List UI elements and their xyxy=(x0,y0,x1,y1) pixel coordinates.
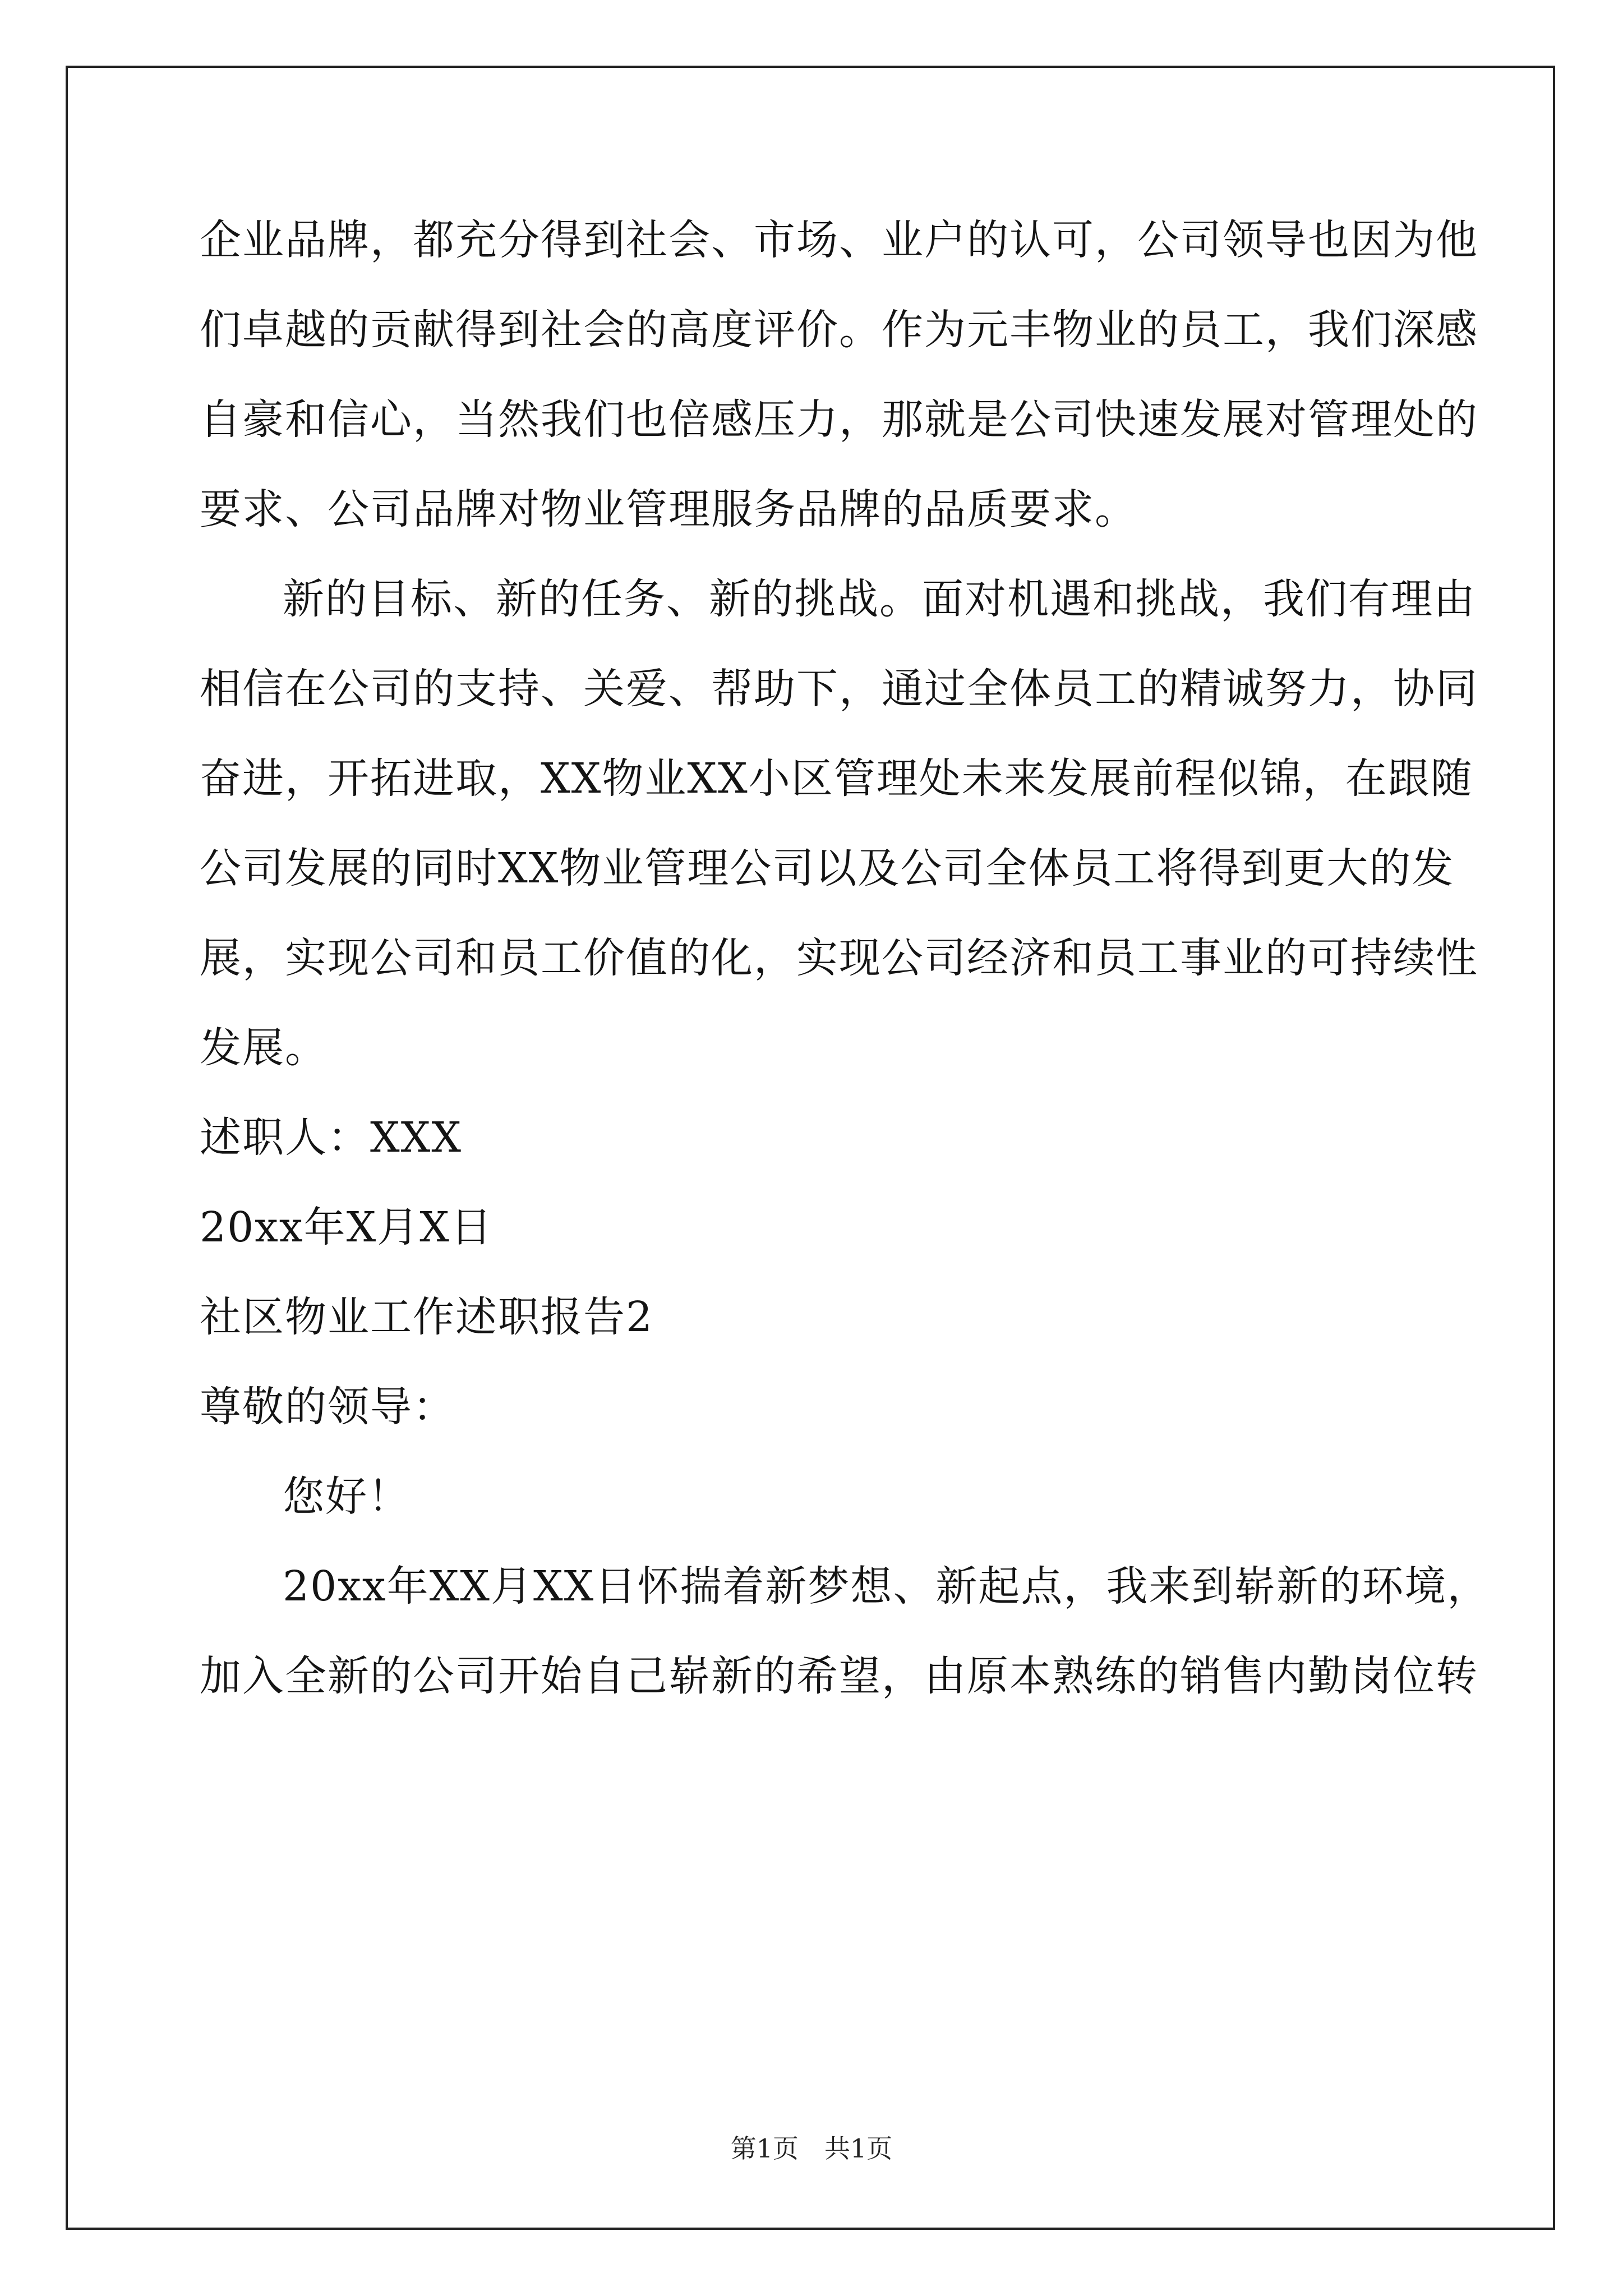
paragraph-line: 展，实现公司和员工价值的化，实现公司经济和员工事业的可持续性 xyxy=(200,934,1478,982)
paragraph-line: 自豪和信心，当然我们也倍感压力，那就是公司快速发展对管理处的 xyxy=(200,395,1478,444)
paragraph-line: 加入全新的公司开始自己崭新的希望，由原本熟练的销售内勤岗位转 xyxy=(200,1652,1478,1700)
section-title: 社区物业工作述职报告2 xyxy=(200,1293,654,1341)
paragraph-line: 20xx年XX月XX日怀揣着新梦想、新起点，我来到崭新的环境， xyxy=(283,1562,1490,1611)
paragraph-line: 发展。 xyxy=(200,1024,328,1072)
greeting: 您好！ xyxy=(283,1473,411,1521)
date-line: 20xx年X月X日 xyxy=(200,1203,493,1251)
paragraph-line: 奋进，开拓进取，XX物业XX小区管理处未来发展前程似锦，在跟随 xyxy=(200,754,1473,803)
salutation: 尊敬的领导： xyxy=(200,1383,455,1431)
paragraph-line: 企业品牌，都充分得到社会、市场、业户的认可，公司领导也因为他 xyxy=(200,216,1478,264)
page-footer: 第1页 共1页 xyxy=(730,2133,893,2164)
paragraph-line: 要求、公司品牌对物业管理服务品牌的品质要求。 xyxy=(200,485,1137,533)
paragraph-line: 新的目标、新的任务、新的挑战。面对机遇和挑战，我们有理由 xyxy=(283,575,1476,623)
signature-line: 述职人：XXX xyxy=(200,1114,463,1162)
paragraph-line: 们卓越的贡献得到社会的高度评价。作为元丰物业的员工，我们深感 xyxy=(200,306,1478,354)
paragraph-line: 公司发展的同时XX物业管理公司以及公司全体员工将得到更大的发 xyxy=(200,844,1455,892)
paragraph-line: 相信在公司的支持、关爱、帮助下，通过全体员工的精诚努力，协同 xyxy=(200,665,1478,713)
